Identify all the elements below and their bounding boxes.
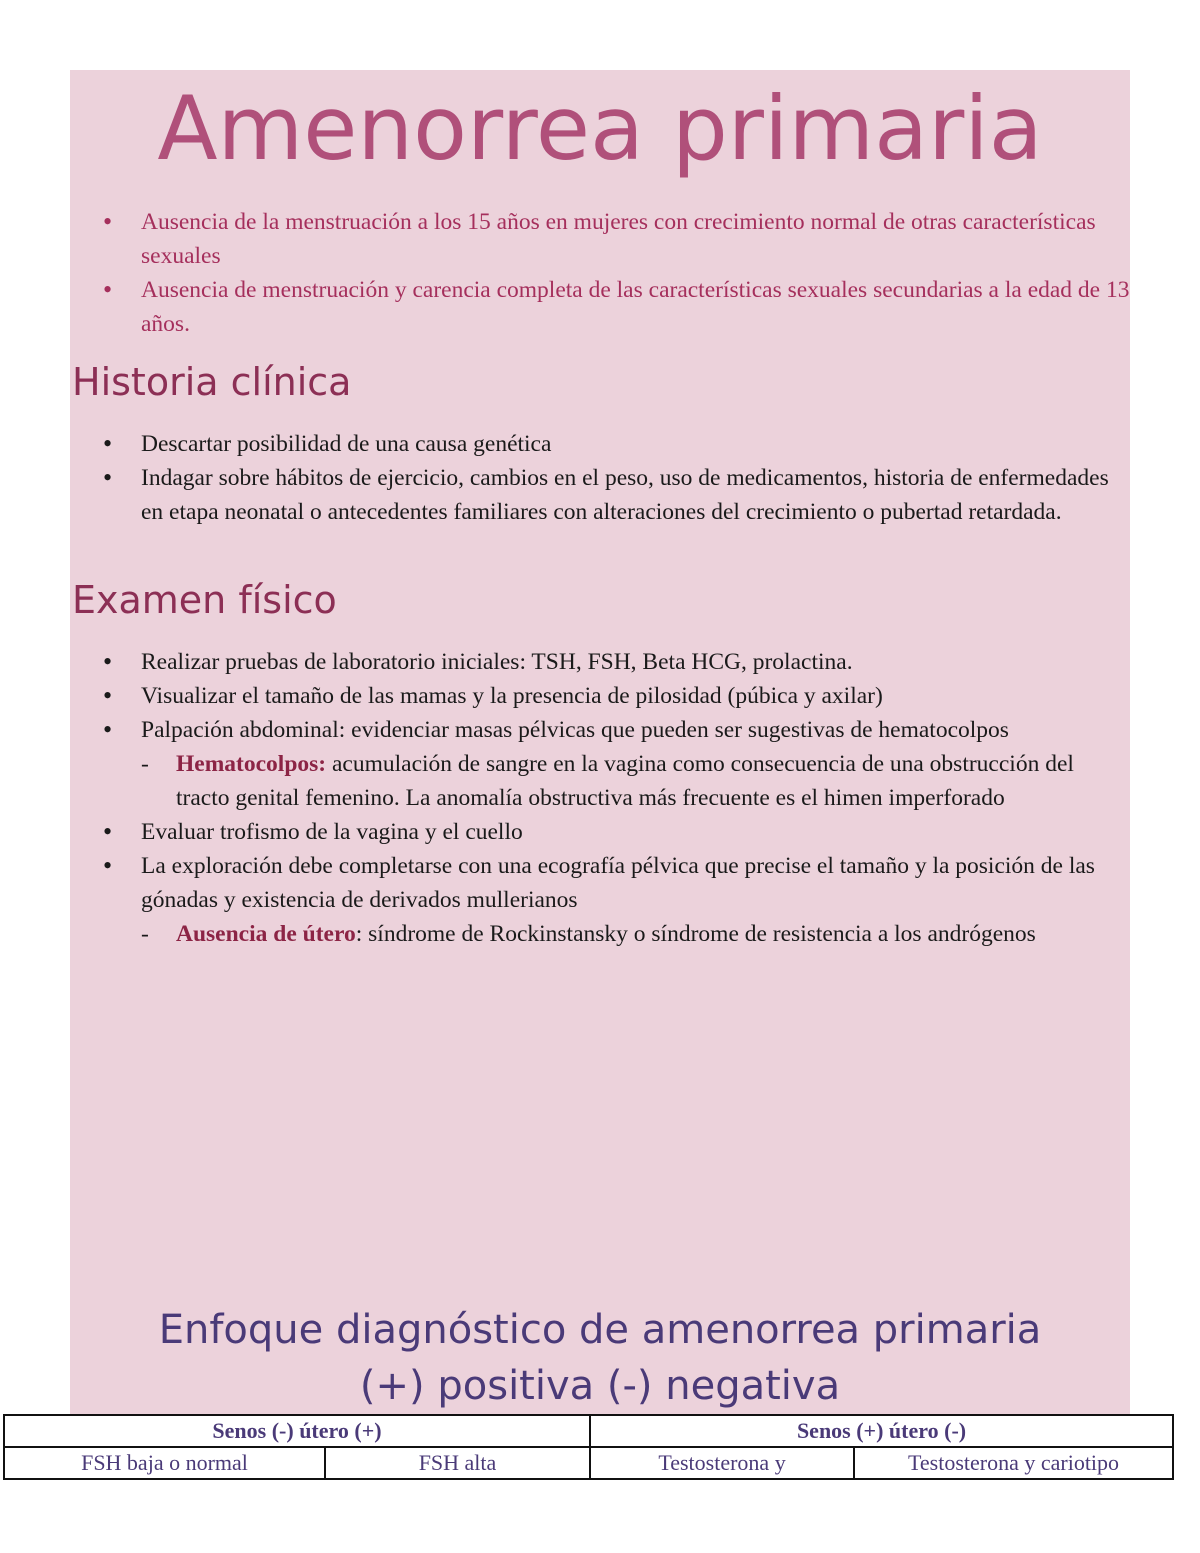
sub-list [141, 917, 1130, 951]
table-row [4, 1447, 1173, 1479]
list-item-text: Palpación abdominal: evidenciar masas pélvicas que pueden ser sugestivas de hematocolpos [141, 717, 1009, 743]
list-item: • Evaluar trofismo de la vagina y el cuello [100, 815, 1130, 849]
table-cell: Testosterona y cariotipo [854, 1447, 1173, 1479]
list-item [100, 849, 1130, 951]
table-header-cell: Senos (-) útero (+) [4, 1415, 590, 1447]
list-item: • Ausencia de menstruación y carencia completa de las características sexuales secundarias a la edad de 13 años. [100, 273, 1130, 341]
table-cell: FSH baja o normal [4, 1447, 325, 1479]
table-cell: FSH alta [325, 1447, 590, 1479]
term-hematocolpos: Hematocolpos: [176, 751, 327, 777]
term-definition: : síndrome de Rockinstansky o síndrome de resistencia a los andrógenos [355, 921, 1036, 947]
definitions-list [100, 205, 1130, 341]
list-item-text: La exploración debe completarse con una ecografía pélvica que precise el tamaño y la posición de las gónadas y existencia de derivados mullerianos [141, 853, 1095, 913]
diagnostic-table [3, 1414, 1174, 1480]
list-item [100, 713, 1130, 815]
list-item: • Indagar sobre hábitos de ejercicio, cambios en el peso, uso de medicamentos, historia de enfermedades en etapa neonatal o antecedentes familiares con alteraciones del crecimiento o pubertad retardada. [100, 461, 1130, 529]
sub-list [141, 747, 1130, 815]
term-ausencia-utero: Ausencia de útero [176, 921, 356, 947]
page-title: Amenorrea primaria [157, 77, 1043, 180]
historia-list [100, 427, 1130, 529]
table-header-row [4, 1415, 1173, 1447]
list-item: • Visualizar el tamaño de las mamas y la presencia de pilosidad (púbica y axilar) [100, 679, 1130, 713]
examen-heading: Examen físico [72, 578, 337, 622]
table-header-cell: Senos (+) útero (-) [590, 1415, 1173, 1447]
list-item: • Ausencia de la menstruación a los 15 años en mujeres con crecimiento normal de otras características sexuales [100, 205, 1130, 273]
historia-heading: Historia clínica [72, 360, 352, 404]
table-cell: Testosterona y [590, 1447, 854, 1479]
examen-list [100, 645, 1130, 951]
sub-list-item [141, 917, 1130, 951]
term-definition: acumulación de sangre en la vagina como consecuencia de una obstrucción del tracto genital femenino. La anomalía obstructiva más frecuente es el himen imperforado [176, 751, 1074, 811]
diagnostic-approach-legend: (+) positiva (-) negativa [359, 1363, 841, 1409]
list-item: • Realizar pruebas de laboratorio iniciales: TSH, FSH, Beta HCG, prolactina. [100, 645, 1130, 679]
diagnostic-approach-heading [70, 1302, 1130, 1414]
sub-list-item [141, 747, 1130, 815]
diagnostic-approach-title: Enfoque diagnóstico de amenorrea primaria [158, 1307, 1042, 1353]
list-item: • Descartar posibilidad de una causa genética [100, 427, 1130, 461]
